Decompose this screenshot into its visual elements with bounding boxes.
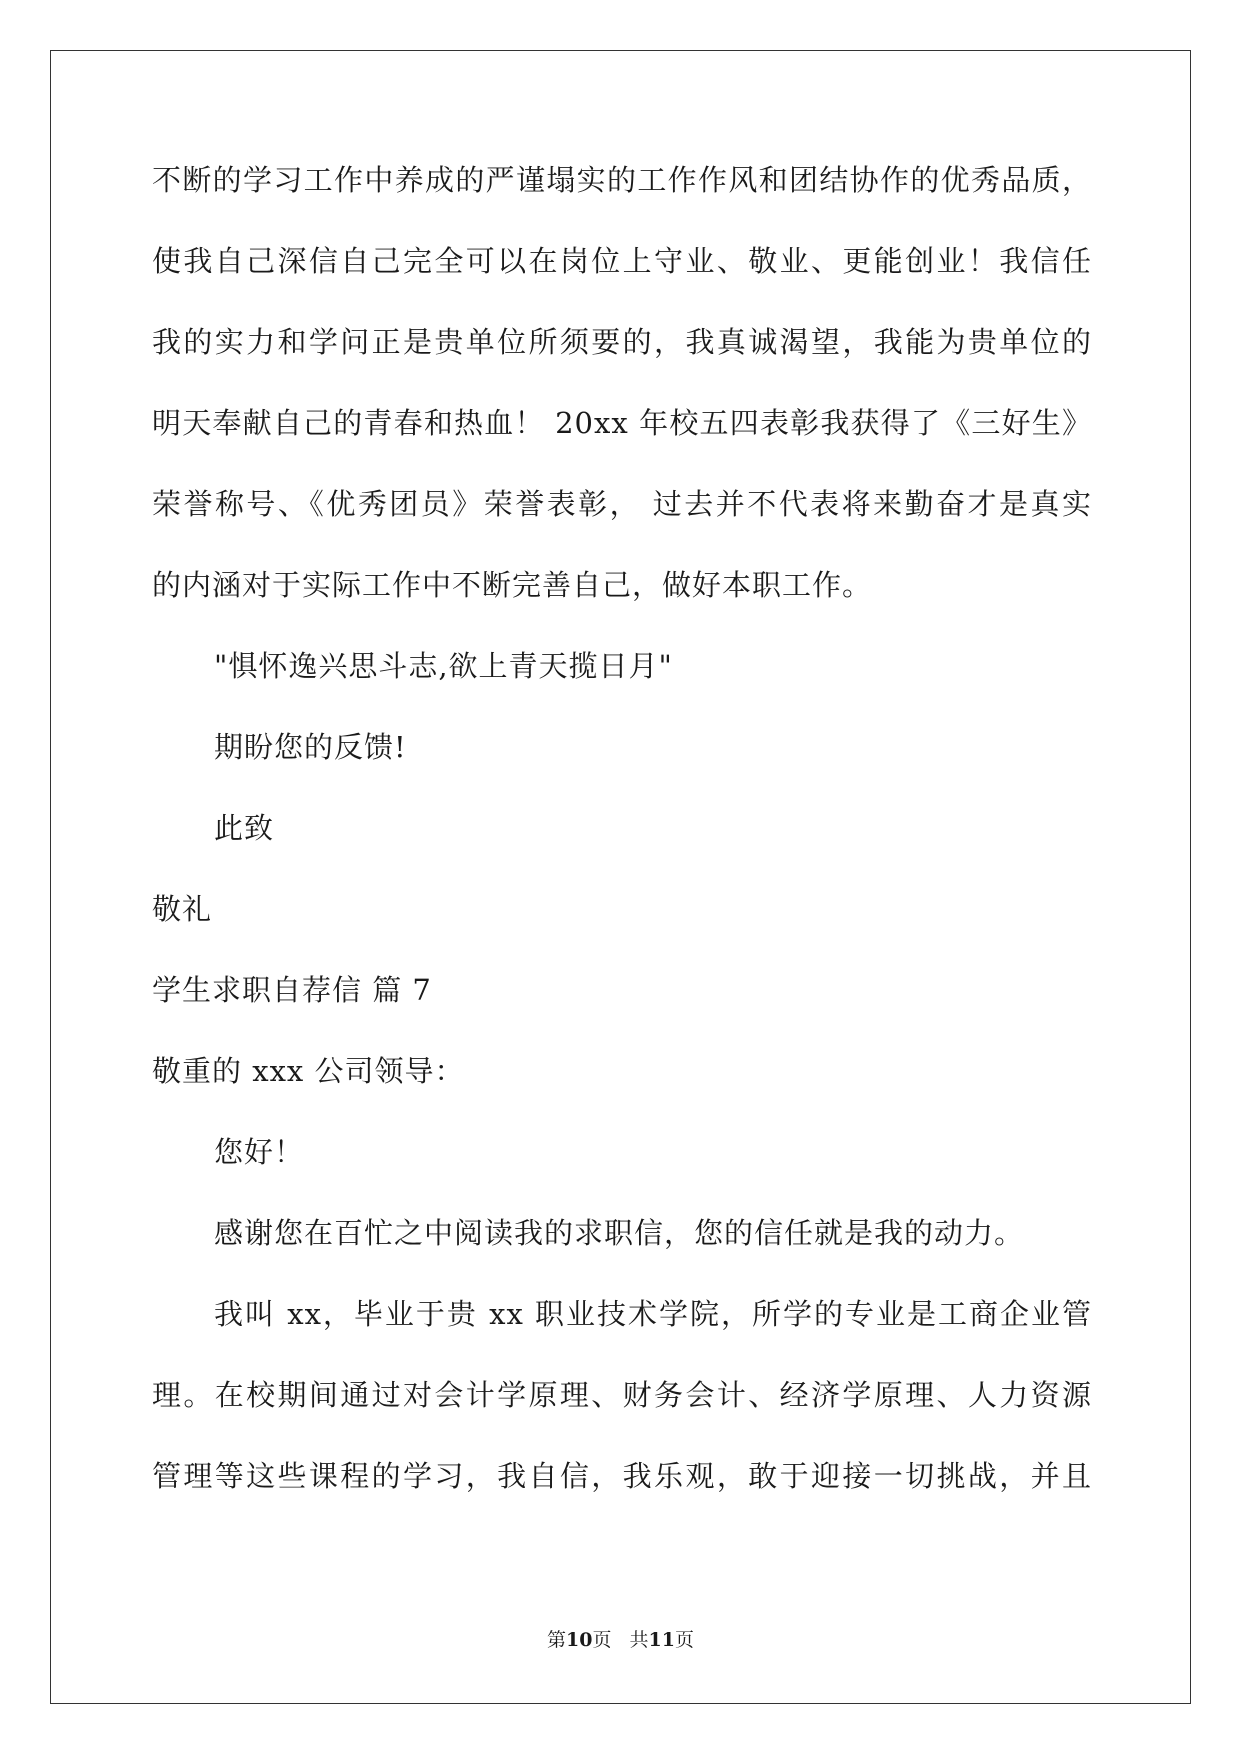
page-total: 11: [648, 1629, 675, 1651]
page-current: 10: [566, 1629, 593, 1651]
page-footer: [0, 1628, 1241, 1652]
page-suffix: 页: [592, 1629, 612, 1651]
total-prefix: 共: [629, 1629, 649, 1651]
salutation-line: 此致: [214, 811, 275, 845]
page-prefix: 第: [547, 1629, 567, 1651]
body-line: 不断的学习工作中养成的严谨塌实的工作作风和团结协作的优秀品质，: [152, 163, 1092, 197]
body-line: 管理等这些课程的学习，我自信，我乐观，敢于迎接一切挑战，并且: [152, 1459, 1092, 1493]
body-line: 的内涵对于实际工作中不断完善自己，做好本职工作。: [152, 568, 873, 602]
hello-line: 您好！: [214, 1135, 305, 1169]
body-line: 我的实力和学问正是贵单位所须要的，我真诚渴望，我能为贵单位的: [152, 325, 1092, 359]
body-line: 感谢您在百忙之中阅读我的求职信，您的信任就是我的动力。: [214, 1216, 1025, 1250]
body-line: 我叫 xx，毕业于贵 xx 职业技术学院，所学的专业是工商企业管: [214, 1297, 1092, 1331]
body-line: 明天奉献自己的青春和热血！ 20xx 年校五四表彰我获得了《三好生》: [152, 406, 1092, 440]
body-line: 荣誉称号、《优秀团员》荣誉表彰， 过去并不代表将来勤奋才是真实: [152, 487, 1092, 521]
body-line: 理。在校期间通过对会计学原理、财务会计、经济学原理、人力资源: [152, 1378, 1092, 1412]
letter-greeting: 敬重的 xxx 公司领导：: [152, 1054, 465, 1088]
total-suffix: 页: [674, 1629, 694, 1651]
closing-line: 期盼您的反馈!: [214, 730, 407, 764]
document-body: [152, 140, 1092, 1517]
section-heading: 学生求职自荐信 篇 7: [152, 973, 432, 1007]
salutation-regards: 敬礼: [152, 892, 213, 926]
quote-line: "惧怀逸兴思斗志,欲上青天揽日月": [214, 649, 673, 683]
body-line: 使我自己深信自己完全可以在岗位上守业、敬业、更能创业！我信任: [152, 244, 1092, 278]
